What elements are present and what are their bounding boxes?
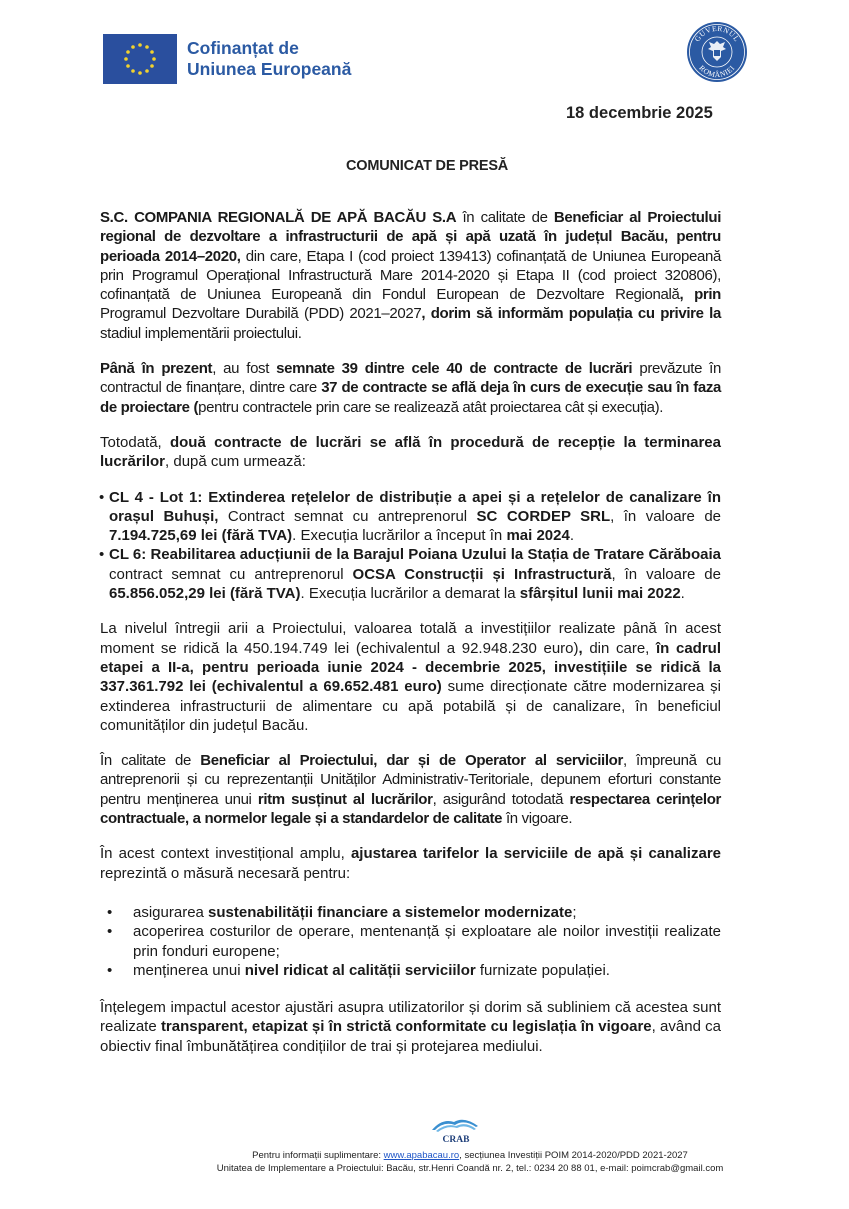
svg-text:CRAB: CRAB <box>442 1135 470 1144</box>
footer-line-address: Unitatea de Implementare a Proiectului: Bacău, str.Henri Coandă nr. 2, tel.: 0234 20 88 01, e-mail: poimcrab@gmail.com <box>216 1162 724 1174</box>
eu-logo-line1: Cofinanțat de <box>187 38 299 58</box>
website-link[interactable]: www.apabacau.ro <box>383 1150 460 1161</box>
crab-waves-logo-icon <box>428 1114 484 1144</box>
paragraph-contracts-status: Până în prezent, au fost semnate 39 dintre cele 40 de contracte de lucrări prevăzute în contractul de finanțare, dintre care 37 de contracte se află deja în curs de execuție sau în faza de proiectare (pentru contractele prin care se realizează atât proiectarea cât și execuția). <box>100 360 721 416</box>
footer-line-info: Pentru informații suplimentare: www.apabacau.ro, secțiunea Investiții POIM 2014-2020/PDD 2021-2027 <box>252 1150 688 1161</box>
list-item-measure: • acoperirea costurilor de operare, mentenanță și exploatare ale noilor investiții realizate prin fonduri europene; <box>107 923 721 960</box>
page-title: COMUNICAT DE PRESĂ <box>346 158 509 174</box>
paragraph-operator: În calitate de Beneficiar al Proiectului, dar și de Operator al serviciilor, împreună cu antreprenorii și cu reprezentanții Unităților Administrativ-Teritoriale, depunem eforturi constante pentru menținerea unui ritm susținut al lucrărilor, asigurând totodată respectarea cerințelor contractuale, a normelor legale și a standardelor de calitate în vigoare. <box>100 752 721 828</box>
bullet-icon: • <box>107 903 113 921</box>
bullet-icon: • <box>99 488 105 506</box>
svg-text:GUVERNUL: GUVERNUL <box>692 23 742 44</box>
footer-contact <box>190 1150 750 1175</box>
bullet-icon: • <box>99 546 105 564</box>
paragraph-conclusion: Înțelegem impactul acestor ajustări asupra utilizatorilor și dorim să subliniem că acestea sunt realizate transparent, etapizat și în strictă conformitate cu legislația în vigoare, având ca obiectiv final îmbunătățirea condițiilor de trai și protejarea mediului. <box>100 999 721 1055</box>
paragraph-investments: La nivelul întregii arii a Proiectului, valoarea totală a investițiilor realizate până în acest moment se ridică la 450.194.749 lei (echivalentul a 92.948.230 euro), din care, în cadrul etapei a II-a, pentru perioada iunie 2024 - decembrie 2025, investițiile se ridică la 337.361.792 lei (echivalentul a 69.652.481 euro) sume direcționate către modernizarea și extinderea infrastructurii de alimentare cu apă potabilă și de canalizare, în beneficiul comunităților din județul Bacău. <box>100 620 721 734</box>
eu-flag-icon <box>103 34 177 84</box>
bullet-icon: • <box>107 961 113 979</box>
paragraph-tariffs: În acest context investițional amplu, ajustarea tarifelor la serviciile de apă și canalizare reprezintă o măsură necesară pentru: <box>100 845 721 882</box>
svg-text:ROMÂNIEI: ROMÂNIEI <box>697 63 737 80</box>
eu-logo-text <box>187 38 351 80</box>
paragraph-intro: S.C. COMPANIA REGIONALĂ DE APĂ BACĂU S.A în calitate de Beneficiar al Proiectului regional de dezvoltare a infrastructurii de apă și apă uzată în județul Bacău, pentru perioada 2014–2020, din care, Etapa I (cod proiect 139413) cofinanțată de Uniunea Europeană prin Programul Operațional Infrastructură Mare 2014-2020 și Etapa II (cod proiect 320806), cofinanțată de Uniunea Europeană din Fondul European de Dezvoltare Regională, prin Programul Dezvoltare Durabilă (PDD) 2021–2027, dorim să informăm populația cu privire la stadiul implementării proiectului. <box>100 209 722 342</box>
release-date: 18 decembrie 2025 <box>566 104 713 122</box>
paragraph-reception-intro: Totodată, două contracte de lucrări se află în procedură de recepție la terminarea lucrărilor, după cum urmează: <box>100 433 721 471</box>
eu-cofinancing-logo <box>103 33 365 85</box>
guvernul-romaniei-seal-icon <box>686 21 748 83</box>
press-release-body <box>100 208 721 1072</box>
measures-list <box>100 903 721 980</box>
list-item-contract: • CL 4 - Lot 1: Extinderea rețelelor de distribuție a apei și a rețelelor de canalizare în orașul Buhuși, Contract semnat cu antreprenorul SC CORDEP SRL, în valoare de 7.194.725,69 lei (fără TVA). Execuția lucrărilor a început în mai 2024. <box>99 488 722 545</box>
eu-logo-line2: Uniunea Europeană <box>187 59 352 79</box>
list-item-measure: • menținerea unui nivel ridicat al calității serviciilor furnizate populației. <box>107 961 610 979</box>
contracts-list <box>100 488 721 604</box>
list-item-contract: • CL 6: Reabilitarea aducțiunii de la Barajul Poiana Uzului la Stația de Tratare Cărăboaia contract semnat cu antreprenorul OCSA Construcții și Infrastructură, în valoare de 65.856.052,29 lei (fără TVA). Execuția lucrărilor a demarat la sfârșitul lunii mai 2022. <box>99 546 721 603</box>
bullet-icon: • <box>107 923 113 941</box>
list-item-measure: • asigurarea sustenabilității financiare a sistemelor modernizate; <box>107 903 577 921</box>
